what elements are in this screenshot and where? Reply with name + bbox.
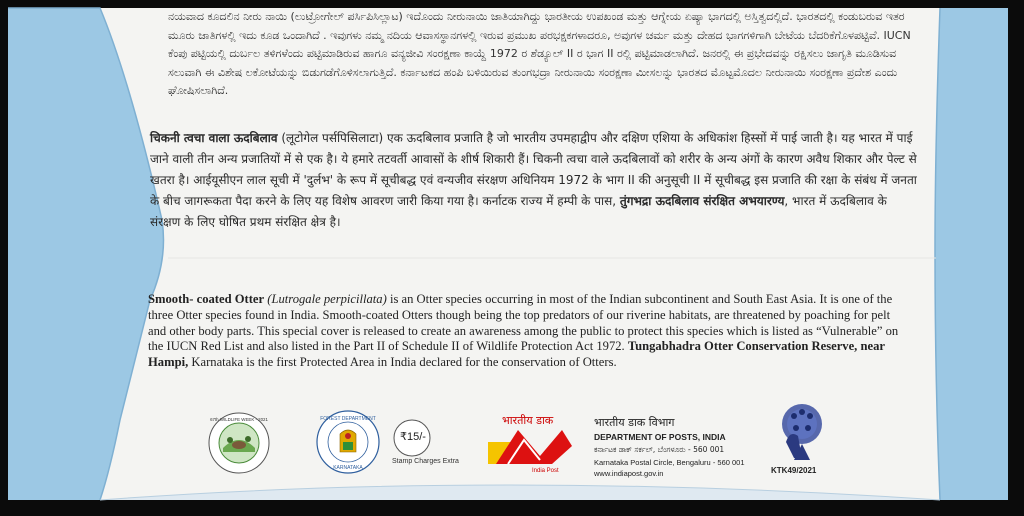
english-reserve: Tungabhadra Otter Conservation Reserve, near Hampi, (148, 339, 885, 370)
department-circle: Karnataka Postal Circle, Bengaluru - 560 001 (594, 458, 745, 467)
india-post-hindi: भारतीय डाक (502, 414, 554, 427)
cover-code: KTK49/2021 (771, 466, 817, 475)
wildlife-week-text: 67th WILDLIFE WEEK - 2021 (210, 417, 268, 422)
hindi-paragraph (150, 128, 920, 233)
english-tail: Karnataka is the first Protected Area in India declared for the conservation of Otters. (188, 355, 617, 370)
wildlife-week-logo (208, 412, 270, 474)
english-title: Smooth- coated Otter (148, 292, 265, 306)
india-post-label: India Post (532, 468, 559, 474)
forest-department-seal (316, 410, 380, 474)
peacock-logo (772, 402, 828, 464)
hindi-title: चिकनी त्वचा वाला ऊदबिलाव (150, 131, 278, 145)
english-body: is an Otter species occurring in most of the Indian subcontinent and South East Asia. It is one of the three Otter species found in India. Smooth-coated Otters though being the top predators of our riverine habitats, are threatened by poaching for pelt and other body parts. This special cover is released to create an awareness among the public to protect this species which is listed as “Vulnerable” on the IUCN Red List and also listed in the Part II of Schedule II of Wildlife Protection Act 1972. (148, 292, 899, 354)
department-block (594, 415, 784, 478)
department-website: www.indiapost.gov.in (594, 469, 664, 478)
english-paragraph (148, 292, 908, 371)
stamp-charges-note: Stamp Charges Extra (392, 458, 459, 465)
department-english-name: DEPARTMENT OF POSTS, INDIA (594, 432, 726, 442)
india-post-logo (488, 426, 572, 470)
hindi-tail: , भारत में ऊदबिलाव के संरक्षण के लिए घोषित प्रथम संरक्षित क्षेत्र है। (150, 194, 887, 229)
stamp-value: ₹15/- (400, 431, 426, 443)
english-scientific-name: (Lutrogale perpicillata) (267, 292, 387, 306)
hindi-reserve: तुंगभद्रा ऊदबिलाव संरक्षित अभयारण्य (619, 194, 785, 208)
department-hindi-name: भारतीय डाक विभाग (594, 416, 675, 429)
forest-top-text: FOREST DEPARTMENT (320, 416, 376, 422)
kannada-paragraph: ನಯವಾದ ಕೂದಲಿನ ನೀರು ನಾಯಿ (ಲುಟ್ರೋಗೇಲ್ ಪರ್ಸಿಪಿಸಿಲ್ಲಾಟ) ಇದೊಂದು ನೀರುನಾಯಿ ಜಾತಿಯಾಗಿದ್ದು ಭಾರತೀಯ ಉಪಖಂಡ ಮತ್ತು ಆಗ್ನೇಯ ಏಷ್ಯಾ ಭಾಗದಲ್ಲಿ ಅಸ್ತಿತ್ವದಲ್ಲಿದೆ. ಭಾರತದಲ್ಲಿ ಕಂಡುಬರುವ ಇತರ ಮೂರು ಜಾತಿಗಳಲ್ಲಿ ಇದು ಕೂಡ ಒಂದಾಗಿದೆ . ಇವುಗಳು ನಮ್ಮ ನದಿಯ ಆವಾಸಸ್ಥಾನಗಳಲ್ಲಿ ಇರುವ ಪ್ರಮುಖ ಪರಭಕ್ಷಕಗಳಾದರೂ, ಅವುಗಳ ಚರ್ಮ ಮತ್ತು ದೇಹದ ಭಾಗಗಳಿಗಾಗಿ ಬೇಟೆಯ ಬೆದರಿಕೆಗೊಳಪಟ್ಟಿವೆ. IUCN ಕೆಂಪು ಪಟ್ಟಿಯಲ್ಲಿ ದುರ್ಬಲ ತಳಿಗಳೆಂದು ಪಟ್ಟಿಮಾಡಿರುವ ಹಾಗೂ ವನ್ಯಜೀವಿ ಸಂರಕ್ಷಣಾ ಕಾಯ್ದೆ 1972 ರ ಶೆಡ್ಯೂಲ್ II ರ ಭಾಗ II ರಲ್ಲಿ ಪಟ್ಟಿಮಾಡಲಾಗಿದೆ. ಜನರಲ್ಲಿ ಈ ಪ್ರಭೇದವನ್ನು ರಕ್ಷಿಸಲು ಜಾಗೃತಿ ಮೂಡಿಸುವ ಸಲುವಾಗಿ ಈ ವಿಶೇಷ ಲಕೋಟೆಯನ್ನು ಬಿಡುಗಡೆಗೊಳಿಸಲಾಗುತ್ತಿದೆ. ಕರ್ನಾಟಕದ ಹಂಪಿ ಬಳಿಯಿರುವ ತುಂಗಭದ್ರಾ ನೀರುನಾಯಿ ಸಂರಕ್ಷಣಾ ಮೀಸಲನ್ನು ಭಾರತದ ಮೊಟ್ಟಮೊದಲ ನೀರುನಾಯಿ ಸಂರಕ್ಷಣಾ ಪ್ರದೇಶ ಎಂದು ಘೋಷಿಸಲಾಗಿದೆ. (168, 10, 911, 97)
hindi-body: (लूटोगेल पर्सपिसिलाटा) एक ऊदबिलाव प्रजाति है जो भारतीय उपमहाद्वीप और दक्षिण एशिया के अधिकांश हिस्सों में पाई जाती है। यह भारत में पाई जाने वाली तीन अन्य प्रजातियों में से एक है। ये हमारे तटवर्ती आवासों के शीर्ष शिकारी हैं। चिकनी त्वचा वाले ऊदबिलावों को शरीर के अन्य अंगों के कारण अवैध शिकार और पेल्ट से खतरा है। आईयूसीएन लाल सूची में 'दुर्लभ' के रूप में सूचीबद्ध एवं वन्यजीव संरक्षण अधिनियम 1972 के भाग II की अनुसूची II में सूचीबद्ध इस प्रजाति की रक्षा के संबंध में जनता के बीच जागरूकता पैदा करने के लिए यह विशेष आवरण जारी किया गया है। कर्नाटक राज्य में हम्पी के पास, (150, 131, 917, 208)
department-kannada-line: ಕರ್ನಾಟಕ ಡಾಕ್ ಸರ್ಕಲ್, ಬೆಂಗಳೂರು - 560 001 (594, 445, 725, 454)
forest-bottom-text: KARNATAKA (333, 465, 363, 471)
